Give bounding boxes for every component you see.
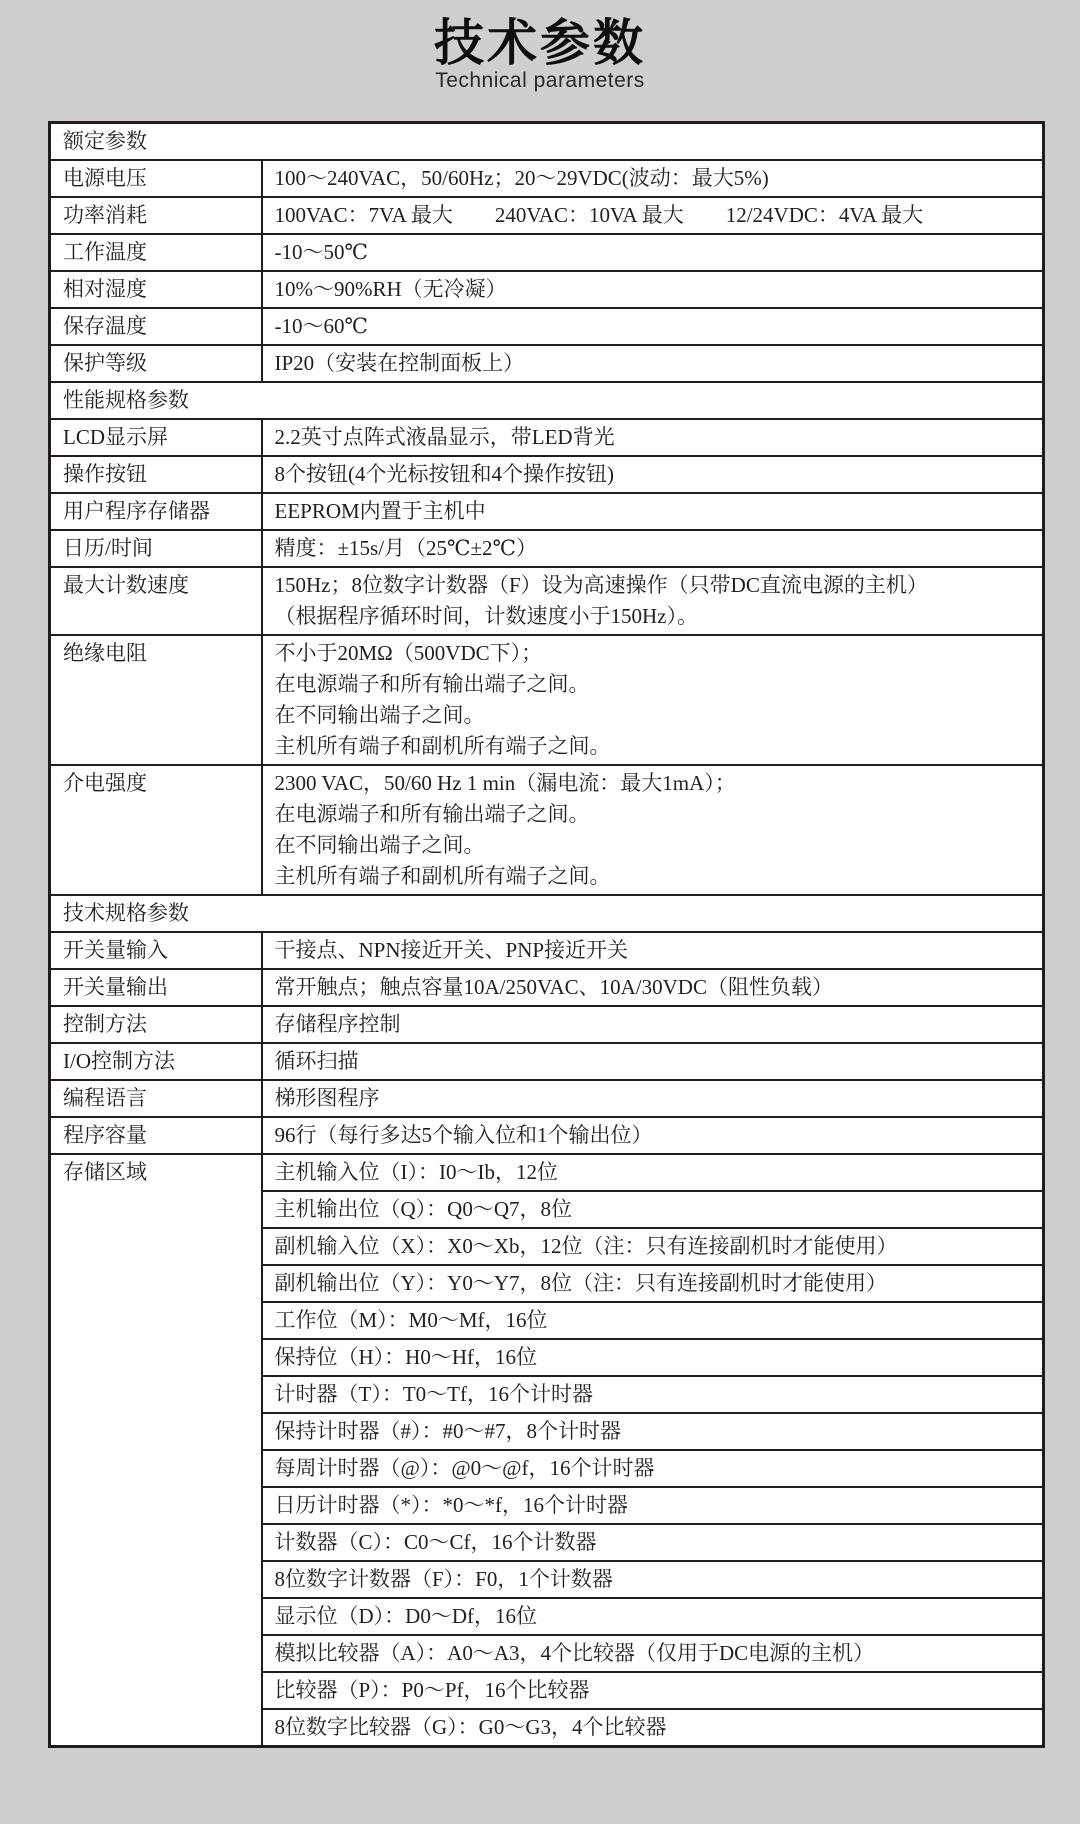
param-row xyxy=(50,160,1044,197)
param-row xyxy=(50,567,1044,635)
section-row xyxy=(50,382,1044,419)
param-value xyxy=(262,1080,1044,1117)
param-value xyxy=(262,969,1044,1006)
memory-area-item: 计时器（T）：T0～Tf，16个计时器 xyxy=(262,1376,1044,1413)
param-label: 工作温度 xyxy=(50,234,262,271)
memory-area-item: 8位数字计数器（F）：F0，1个计数器 xyxy=(262,1561,1044,1598)
param-row xyxy=(50,530,1044,567)
param-row xyxy=(50,308,1044,345)
param-row xyxy=(50,271,1044,308)
value-line: 精度：±15s/月（25℃±2℃） xyxy=(274,536,538,560)
memory-area-item: 保持计时器（#）：#0～#7，8个计时器 xyxy=(262,1413,1044,1450)
param-row xyxy=(50,1117,1044,1154)
value-line: 100VAC：7VA 最大 240VAC：10VA 最大 12/24VDC：4VA 最大 xyxy=(274,203,924,227)
param-label: 最大计数速度 xyxy=(50,567,262,635)
value-line: 常开触点；触点容量10A/250VAC、10A/30VDC（阻性负载） xyxy=(274,975,833,999)
value-line: 干接点、NPN接近开关、PNP接近开关 xyxy=(274,938,629,962)
param-value xyxy=(262,530,1044,567)
value-line: 在电源端子和所有输出端子之间。 xyxy=(274,672,590,696)
param-row xyxy=(50,234,1044,271)
value-line: 96行（每行多达5个输入位和1个输出位） xyxy=(274,1123,653,1147)
memory-area-item: 每周计时器（@）：@0～@f，16个计时器 xyxy=(262,1450,1044,1487)
param-label: 操作按钮 xyxy=(50,456,262,493)
param-row xyxy=(50,932,1044,969)
param-value xyxy=(262,567,1044,635)
spec-table-body xyxy=(50,123,1044,1747)
memory-area-row xyxy=(50,1154,1044,1191)
value-line: 在电源端子和所有输出端子之间。 xyxy=(274,802,590,826)
memory-area-item: 工作位（M）：M0～Mf，16位 xyxy=(262,1302,1044,1339)
memory-area-item: 主机输出位（Q）：Q0～Q7，8位 xyxy=(262,1191,1044,1228)
spec-table xyxy=(48,121,1045,1748)
param-value xyxy=(262,234,1044,271)
section-row xyxy=(50,895,1044,932)
param-value xyxy=(262,456,1044,493)
value-line: 在不同输出端子之间。 xyxy=(274,833,485,857)
value-line: 8个按钮(4个光标按钮和4个操作按钮) xyxy=(274,462,614,486)
param-label: 开关量输出 xyxy=(50,969,262,1006)
param-label: 功率消耗 xyxy=(50,197,262,234)
param-label: 保护等级 xyxy=(50,345,262,382)
value-line: 存储程序控制 xyxy=(274,1012,401,1036)
page-subtitle: Technical parameters xyxy=(435,69,645,92)
param-row xyxy=(50,345,1044,382)
value-line: 在不同输出端子之间。 xyxy=(274,703,485,727)
value-line: 不小于20MΩ（500VDC下）； xyxy=(274,641,543,665)
param-label: I/O控制方法 xyxy=(50,1043,262,1080)
memory-area-item: 显示位（D）：D0～Df，16位 xyxy=(262,1598,1044,1635)
value-line: 2.2英寸点阵式液晶显示，带LED背光 xyxy=(274,425,615,449)
param-label: 相对湿度 xyxy=(50,271,262,308)
param-value xyxy=(262,160,1044,197)
param-value xyxy=(262,197,1044,234)
memory-area-item: 主机输入位（I）：I0～Ib，12位 xyxy=(262,1154,1044,1191)
param-value xyxy=(262,345,1044,382)
param-row xyxy=(50,635,1044,765)
param-label: 介电强度 xyxy=(50,765,262,895)
value-line: -10～50℃ xyxy=(274,240,368,264)
value-line: （根据程序循环时间，计数速度小于150Hz）。 xyxy=(274,604,698,628)
param-value xyxy=(262,765,1044,895)
page-title: 技术参数 xyxy=(434,15,646,71)
param-value xyxy=(262,271,1044,308)
param-value xyxy=(262,1117,1044,1154)
memory-area-item: 日历计时器（*）：*0～*f，16个计时器 xyxy=(262,1487,1044,1524)
param-value xyxy=(262,932,1044,969)
param-label: 电源电压 xyxy=(50,160,262,197)
param-value xyxy=(262,1006,1044,1043)
param-row xyxy=(50,493,1044,530)
param-label: 日历/时间 xyxy=(50,530,262,567)
value-line: 循环扫描 xyxy=(274,1049,359,1073)
param-label: 绝缘电阻 xyxy=(50,635,262,765)
value-line: -10～60℃ xyxy=(274,314,368,338)
section-header: 技术规格参数 xyxy=(50,895,1044,932)
param-row xyxy=(50,1080,1044,1117)
param-row xyxy=(50,1006,1044,1043)
section-header: 性能规格参数 xyxy=(50,382,1044,419)
param-label: 保存温度 xyxy=(50,308,262,345)
param-row xyxy=(50,765,1044,895)
param-value xyxy=(262,308,1044,345)
param-label: 编程语言 xyxy=(50,1080,262,1117)
memory-area-item: 保持位（H）：H0～Hf，16位 xyxy=(262,1339,1044,1376)
param-row xyxy=(50,1043,1044,1080)
param-value xyxy=(262,419,1044,456)
section-row xyxy=(50,123,1044,161)
memory-area-item: 8位数字比较器（G）：G0～G3，4个比较器 xyxy=(262,1709,1044,1747)
param-value xyxy=(262,1043,1044,1080)
section-header: 额定参数 xyxy=(50,123,1044,161)
page-header xyxy=(0,0,1080,93)
param-value xyxy=(262,493,1044,530)
value-line: IP20（安装在控制面板上） xyxy=(274,351,525,375)
value-line: 150Hz；8位数字计数器（F）设为高速操作（只带DC直流电源的主机） xyxy=(274,573,928,597)
param-value xyxy=(262,635,1044,765)
param-row xyxy=(50,197,1044,234)
param-label: 用户程序存储器 xyxy=(50,493,262,530)
value-line: 2300 VAC，50/60 Hz 1 min（漏电流：最大1mA）； xyxy=(274,771,736,795)
memory-area-item: 比较器（P）：P0～Pf，16个比较器 xyxy=(262,1672,1044,1709)
value-line: 10%～90%RH（无冷凝） xyxy=(274,277,507,301)
value-line: EEPROM内置于主机中 xyxy=(274,499,486,523)
param-label: 存储区域 xyxy=(50,1154,262,1747)
param-row xyxy=(50,419,1044,456)
value-line: 梯形图程序 xyxy=(274,1086,380,1110)
param-label: 开关量输入 xyxy=(50,932,262,969)
memory-area-item: 计数器（C）：C0～Cf，16个计数器 xyxy=(262,1524,1044,1561)
memory-area-item: 副机输入位（X）：X0～Xb，12位（注：只有连接副机时才能使用） xyxy=(262,1228,1044,1265)
param-label: LCD显示屏 xyxy=(50,419,262,456)
value-line: 100～240VAC，50/60Hz；20～29VDC(波动：最大5%) xyxy=(274,166,769,190)
value-line: 主机所有端子和副机所有端子之间。 xyxy=(274,864,611,888)
param-label: 程序容量 xyxy=(50,1117,262,1154)
param-row xyxy=(50,969,1044,1006)
value-line: 主机所有端子和副机所有端子之间。 xyxy=(274,734,611,758)
param-row xyxy=(50,456,1044,493)
param-label: 控制方法 xyxy=(50,1006,262,1043)
memory-area-item: 模拟比较器（A）：A0～A3，4个比较器（仅用于DC电源的主机） xyxy=(262,1635,1044,1672)
memory-area-item: 副机输出位（Y）：Y0～Y7，8位（注：只有连接副机时才能使用） xyxy=(262,1265,1044,1302)
